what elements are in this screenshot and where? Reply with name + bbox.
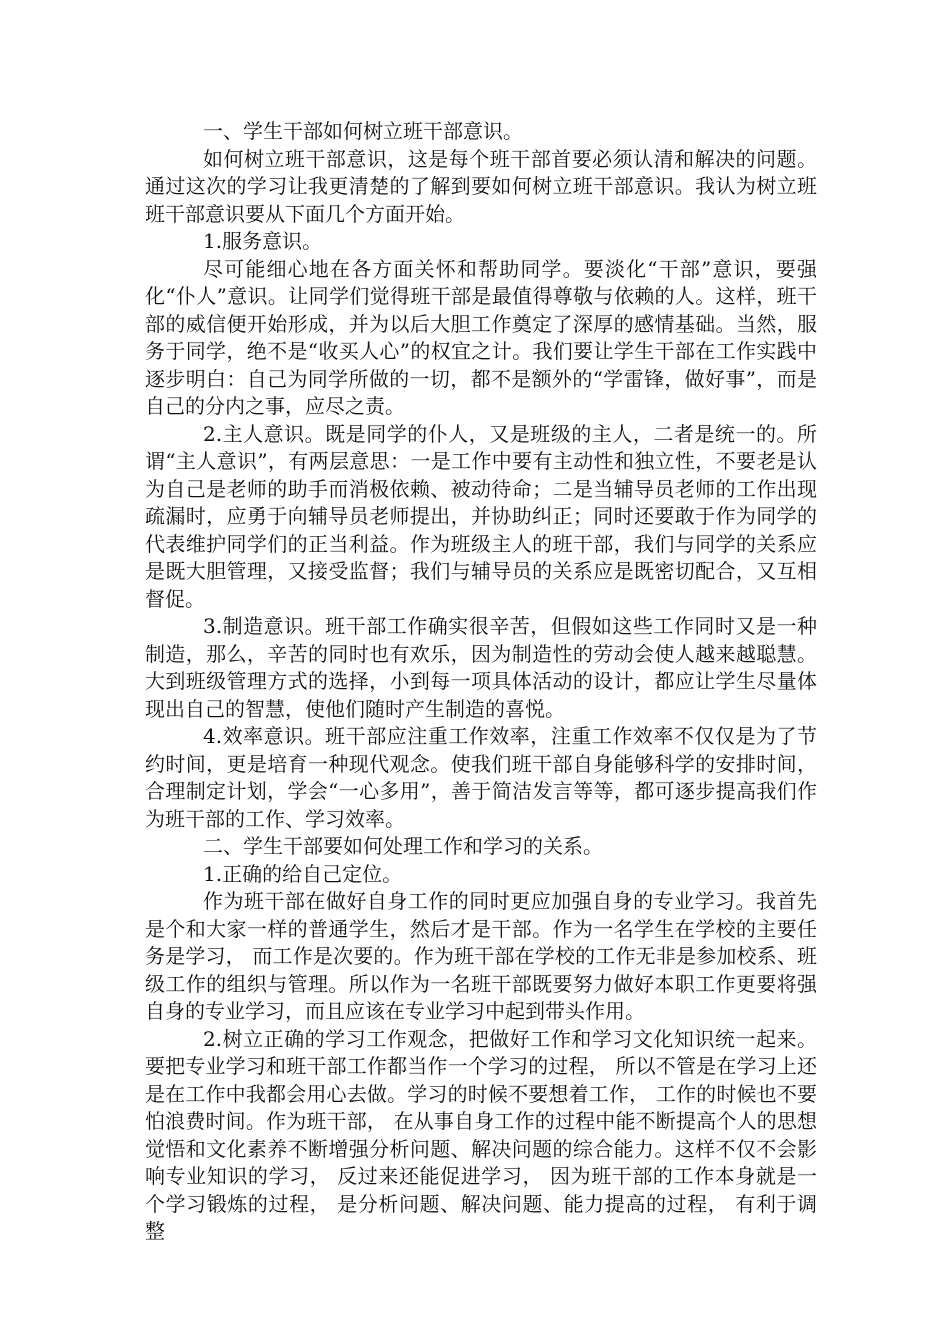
heading-section-1: 一、学生干部如何树立班干部意识。 [203, 119, 523, 143]
paragraph-efficiency-awareness: 4.效率意识。班干部应注重工作效率，注重工作效率不仅仅是为了节约时间，更是培育一种现代观念。使我们班干部自身能够科学的安排时间，合理制定计划，学会“一心多用”，善于简洁发言等等，都可逐步提高我们作为班干部的工作、学习效率。 [145, 724, 817, 831]
paragraph-study-work-balance: 2.树立正确的学习工作观念，把做好工作和学习文化知识统一起来。 要把专业学习和班干部工作都当作一个学习的过程， 所以不管是在学习上还是在工作中我都会用心去做。学习的时候不要想着工作， 工作的时候也不要怕浪费时间。作为班干部， 在从事自身工作的过程中能不断提高个人的思想觉悟和文化素养不断增强分析问题、解决问题的综合能力。这样不仅不会影响专业知识的学习， 反过来还能促进学习， 因为班干部的工作本身就是一个学习锻炼的过程， 是分析问题、解决问题、能力提高的过程， 有利于调整 [145, 1026, 817, 1243]
paragraph-positioning: 作为班干部在做好自身工作的同时更应加强自身的专业学习。我首先是个和大家一样的普通学生，然后才是干部。作为一名学生在学校的主要任务是学习， 而工作是次要的。作为班干部在学校的工作无非是参加校系、班级工作的组织与管理。所以作为一名班干部既要努力做好本职工作更要将强自身的专业学习，而且应该在专业学习中起到带头作用。 [145, 889, 817, 1023]
heading-section-2: 二、学生干部要如何处理工作和学习的关系。 [203, 834, 603, 858]
paragraph-service-awareness: 尽可能细心地在各方面关怀和帮助同学。要淡化“干部”意识，要强化“仆人”意识。让同学们觉得班干部是最值得尊敬与依赖的人。这样，班干部的威信便开始形成，并为以后大胆工作奠定了深厚的感情基础。当然，服务于同学，绝不是“收买人心”的权宜之计。我们要让学生干部在工作实践中逐步明白：自己为同学所做的一切，都不是额外的“学雷锋，做好事”，而是自己的分内之事，应尽之责。 [145, 256, 817, 418]
paragraph-intro: 如何树立班干部意识，这是每个班干部首要必须认清和解决的问题。通过这次的学习让我更清楚的了解到要如何树立班干部意识。我认为树立班班干部意识要从下面几个方面开始。 [145, 146, 817, 226]
subheading-service-awareness: 1.服务意识。 [203, 229, 323, 253]
paragraph-owner-awareness: 2.主人意识。既是同学的仆人，又是班级的主人，二者是统一的。所谓“主人意识”，有两层意思：一是工作中要有主动性和独立性，不要老是认为自己是老师的助手而消极依赖、被动待命；二是当辅导员老师的工作出现疏漏时，应勇于向辅导员老师提出，并协助纠正；同时还要敢于作为同学的代表维护同学们的正当利益。作为班级主人的班干部，我们与同学的关系应是既大胆管理，又接受监督；我们与辅导员的关系应是既密切配合，又互相督促。 [145, 421, 817, 611]
paragraph-creation-awareness: 3.制造意识。班干部工作确实很辛苦，但假如这些工作同时又是一种制造，那么，辛苦的同时也有欢乐，因为制造性的劳动会使人越来越聪慧。大到班级管理方式的选择，小到每一项具体活动的设计，都应让学生尽量体现出自己的智慧，使他们随时产生制造的喜悦。 [145, 614, 817, 721]
subheading-positioning: 1.正确的给自己定位。 [203, 861, 403, 886]
document-body [145, 118, 817, 1246]
